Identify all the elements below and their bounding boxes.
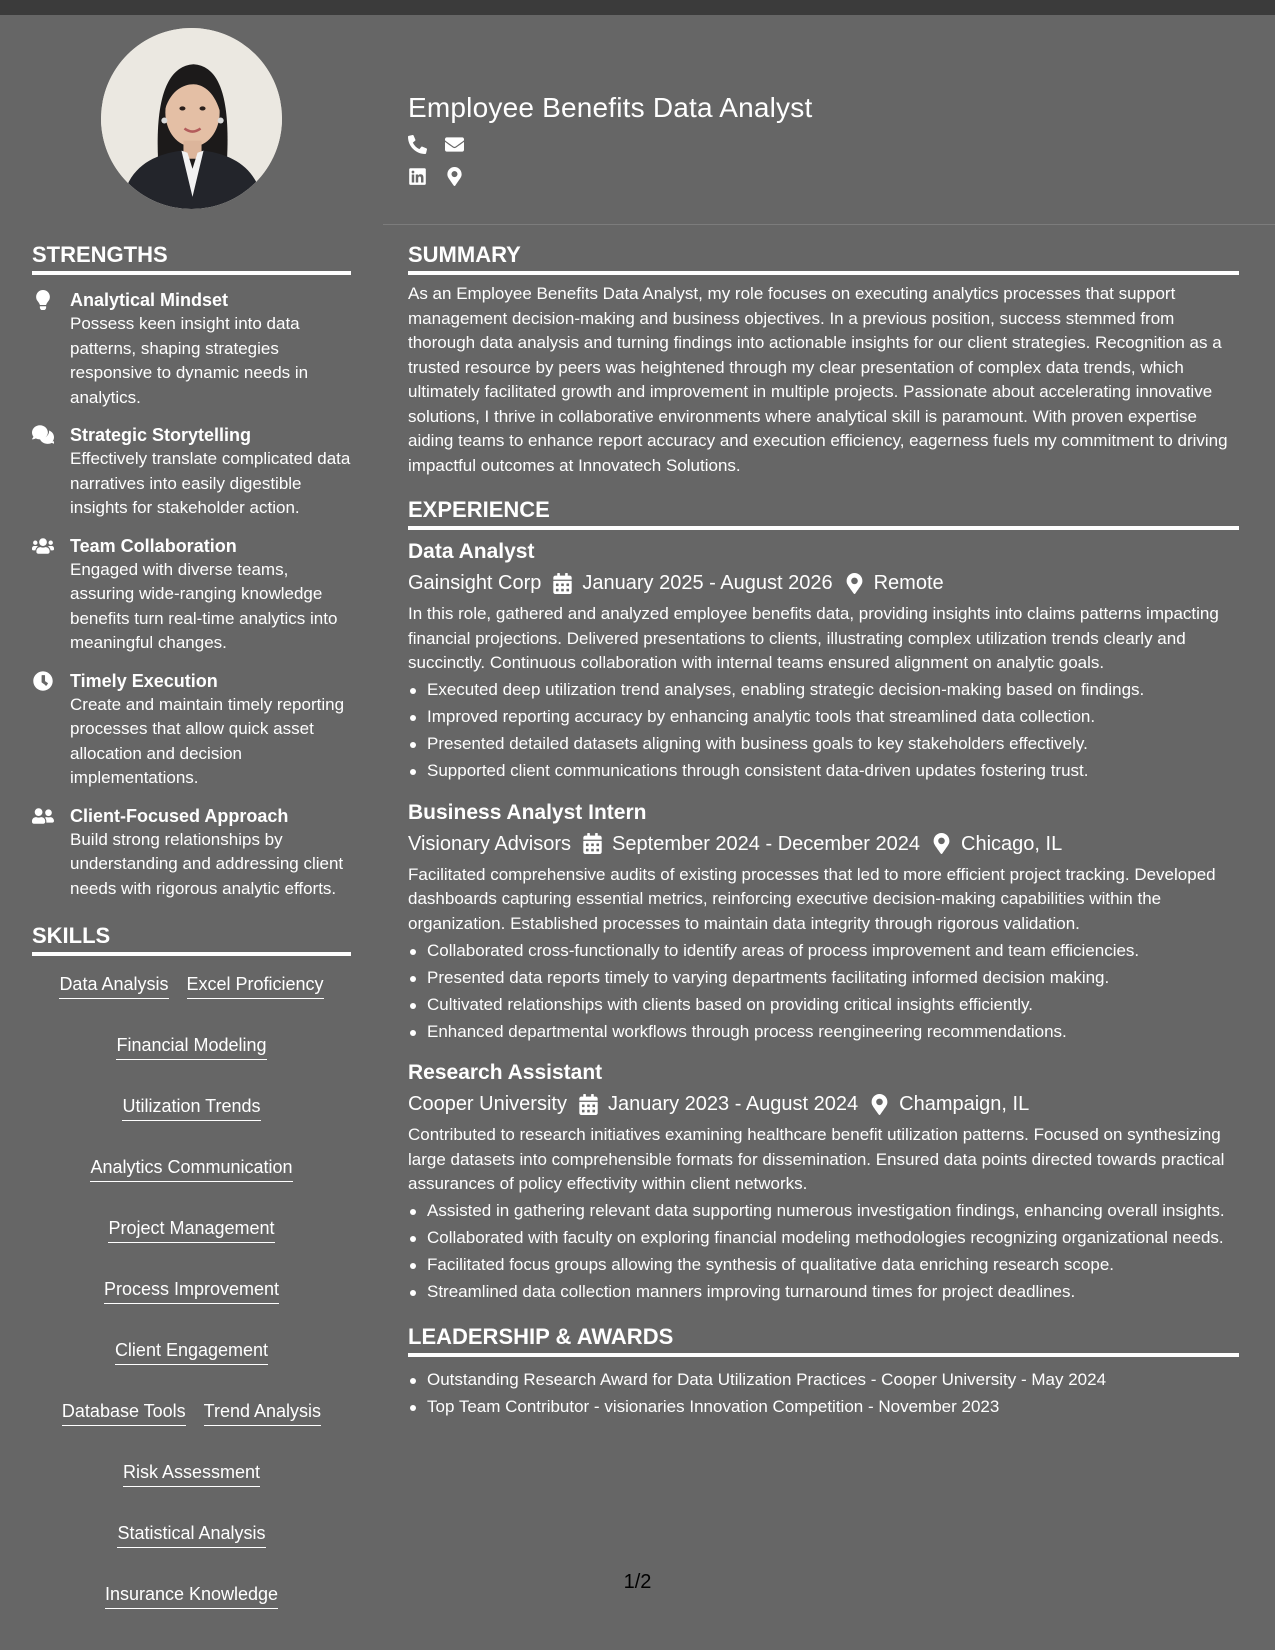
top-bar (0, 0, 1275, 15)
skill-tag: Insurance Knowledge (105, 1582, 278, 1609)
job-description: Facilitated comprehensive audits of existing processes that led to more efficient project tracking. Developed dashboards capturing essential metrics, reinforcing executive decision-making capabilities within the organization. Established processes to maintain data integrity through rigorous validation. (408, 864, 1216, 933)
bullet-item: Supported client communications through consistent data-driven updates fostering trust. (408, 759, 1239, 784)
job-role: Data Analyst (408, 540, 535, 563)
users-icon (32, 534, 70, 656)
strength-title: Client-Focused Approach (70, 805, 289, 826)
job-location: Remote (873, 572, 944, 594)
location-icon (920, 833, 961, 854)
job-dates: September 2024 - December 2024 (612, 832, 921, 855)
resume-header (408, 92, 812, 186)
award-item: Top Team Contributor - visionaries Innovation Competition - November 2023 (408, 1395, 1239, 1420)
bullet-item: Facilitated focus groups allowing the synthesis of qualitative data enriching research scope. (408, 1253, 1239, 1278)
strength-desc: Effectively translate complicated data narratives into easily digestible insights for stakeholder action. (70, 449, 351, 517)
job-description: Contributed to research initiatives examining healthcare benefit utilization patterns. Focused on synthesizing large datasets into comprehensible formats for dissemination. Ensured data points directed towards practical assurances of policy effectivity within client networks. (408, 1125, 1225, 1193)
skill-tag: Utilization Trends (122, 1094, 260, 1121)
skills-heading: SKILLS (32, 923, 351, 956)
strength-item (32, 288, 351, 410)
job-meta (408, 569, 1239, 597)
bullet-item: Streamlined data collection manners improving turnaround times for project deadlines. (408, 1280, 1239, 1305)
skill-tag: Risk Assessment (123, 1460, 260, 1487)
location-icon (858, 1094, 899, 1115)
strength-title: Team Collaboration (70, 535, 237, 556)
bullet-item: Enhanced departmental workflows through process reengineering recommendations. (408, 1020, 1239, 1045)
job-location: Champaign, IL (899, 1093, 1030, 1115)
skill-tag: Excel Proficiency (187, 972, 324, 999)
job-bullets (408, 1199, 1239, 1305)
job-dates: January 2025 - August 2026 (582, 572, 833, 594)
strength-item (32, 423, 351, 521)
skill-tag: Statistical Analysis (117, 1521, 265, 1548)
job-description: In this role, gathered and analyzed employee benefits data, providing insights into claims patterns impacting financial projections. Delivered presentations to clients, illustrating complex utilization trends clearly and succinctly. Continuous collaboration with internal teams ensured alignment on analytic goals. (408, 604, 1219, 672)
strength-desc: Engaged with diverse teams, assuring wide-ranging knowledge benefits turn real-time analytics into meaningful changes. (70, 559, 338, 652)
contact-row-2 (408, 166, 812, 186)
job-entry (408, 799, 1239, 1045)
strength-desc: Create and maintain timely reporting processes that allow quick asset allocation and decision implementations. (70, 694, 345, 787)
job-dates: January 2023 - August 2024 (607, 1093, 859, 1115)
bullet-item: Collaborated cross-functionally to identify areas of process improvement and team efficiencies. (408, 939, 1239, 964)
job-bullets (408, 678, 1239, 784)
strength-title: Strategic Storytelling (70, 425, 252, 445)
job-entry (408, 538, 1239, 784)
job-company: Gainsight Corp (408, 572, 542, 594)
strength-item (32, 534, 351, 656)
bullet-item: Cultivated relationships with clients based on providing critical insights efficiently. (408, 993, 1239, 1018)
job-location: Chicago, IL (961, 832, 1063, 855)
email-icon[interactable] (445, 135, 464, 154)
skill-tag: Trend Analysis (204, 1399, 321, 1426)
contact-row-1 (408, 134, 812, 154)
strength-title: Timely Execution (70, 670, 218, 691)
summary-text: As an Employee Benefits Data Analyst, my role focuses on executing analytics processes that support management decision-making and business objectives. In a previous position, success stemmed from thorough data analysis and turning findings into actionable insights for our client strategies. Recognition as a trusted resource by peers was heightened through my clear presentation of complex data trends, which ultimately facilitated growth and improvement in multiple projects. Passionate about accelerating innovative solutions, I thrive in collaborative environments where analytical skill is paramount. With proven expertise aiding teams to enhance report accuracy and execution efficiency, eagerness fuels my commitment to driving impactful outcomes at Innovatech Solutions. (408, 284, 1228, 475)
bullet-item: Collaborated with faculty on exploring financial modeling methodologies recognizing organizational needs. (408, 1226, 1239, 1251)
skill-tag: Data Analysis (59, 972, 168, 999)
job-role: Business Analyst Intern (408, 800, 647, 824)
strength-desc: Possess keen insight into data patterns, shaping strategies responsive to dynamic needs in analytics. (70, 314, 309, 407)
strength-title: Analytical Mindset (70, 290, 229, 310)
strength-item (32, 669, 351, 791)
skill-tag: Process Improvement (104, 1277, 279, 1304)
job-entry (408, 1059, 1239, 1305)
job-bullets (408, 939, 1239, 1045)
page-number: 1/2 (623, 1571, 652, 1593)
left-column (32, 242, 351, 1609)
awards-heading: LEADERSHIP & AWARDS (408, 1324, 1239, 1357)
skill-tag: Database Tools (62, 1399, 186, 1426)
bullet-item: Assisted in gathering relevant data supporting numerous investigation findings, enhancing overall insights. (408, 1199, 1239, 1224)
header-divider (383, 224, 1275, 225)
strengths-heading: STRENGTHS (32, 242, 351, 275)
skill-tag: Analytics Communication (90, 1155, 292, 1182)
phone-icon[interactable] (408, 135, 427, 154)
user-friends-icon (32, 804, 70, 902)
bullet-item: Presented data reports timely to varying departments facilitating informed decision making. (408, 966, 1239, 991)
skill-tag: Project Management (108, 1216, 274, 1243)
job-company: Visionary Advisors (408, 832, 572, 855)
job-role: Research Assistant (408, 1061, 603, 1084)
bullet-item: Executed deep utilization trend analyses, enabling strategic decision-making based on findings. (408, 678, 1239, 703)
comments-icon (32, 423, 70, 521)
right-column (408, 242, 1239, 1419)
job-meta (408, 830, 1239, 858)
clock-icon (32, 669, 70, 791)
awards-list (408, 1368, 1239, 1420)
location-icon (833, 573, 874, 594)
skills-list (32, 972, 351, 1609)
bullet-item: Improved reporting accuracy by enhancing analytic tools that streamlined data collection. (408, 705, 1239, 730)
calendar-icon (567, 1094, 608, 1115)
calendar-icon (541, 573, 582, 594)
skill-tag: Financial Modeling (116, 1033, 266, 1060)
bullet-item: Presented detailed datasets aligning with business goals to key stakeholders effectively. (408, 732, 1239, 757)
summary-heading: SUMMARY (408, 242, 1239, 275)
linkedin-icon[interactable] (408, 167, 427, 186)
location-icon[interactable] (445, 167, 464, 186)
profile-photo (101, 28, 282, 209)
job-meta (408, 1090, 1239, 1118)
strength-desc: Build strong relationships by understanding and addressing client needs with rigorous analytic efforts. (70, 829, 344, 898)
job-company: Cooper University (408, 1093, 567, 1115)
job-title: Employee Benefits Data Analyst (408, 92, 813, 123)
award-item: Outstanding Research Award for Data Utilization Practices - Cooper University - May 2024 (408, 1368, 1239, 1393)
skill-tag: Client Engagement (115, 1338, 268, 1365)
calendar-icon (571, 833, 612, 854)
experience-heading: EXPERIENCE (408, 497, 1239, 530)
strength-item (32, 804, 351, 902)
lightbulb-icon (32, 288, 70, 410)
